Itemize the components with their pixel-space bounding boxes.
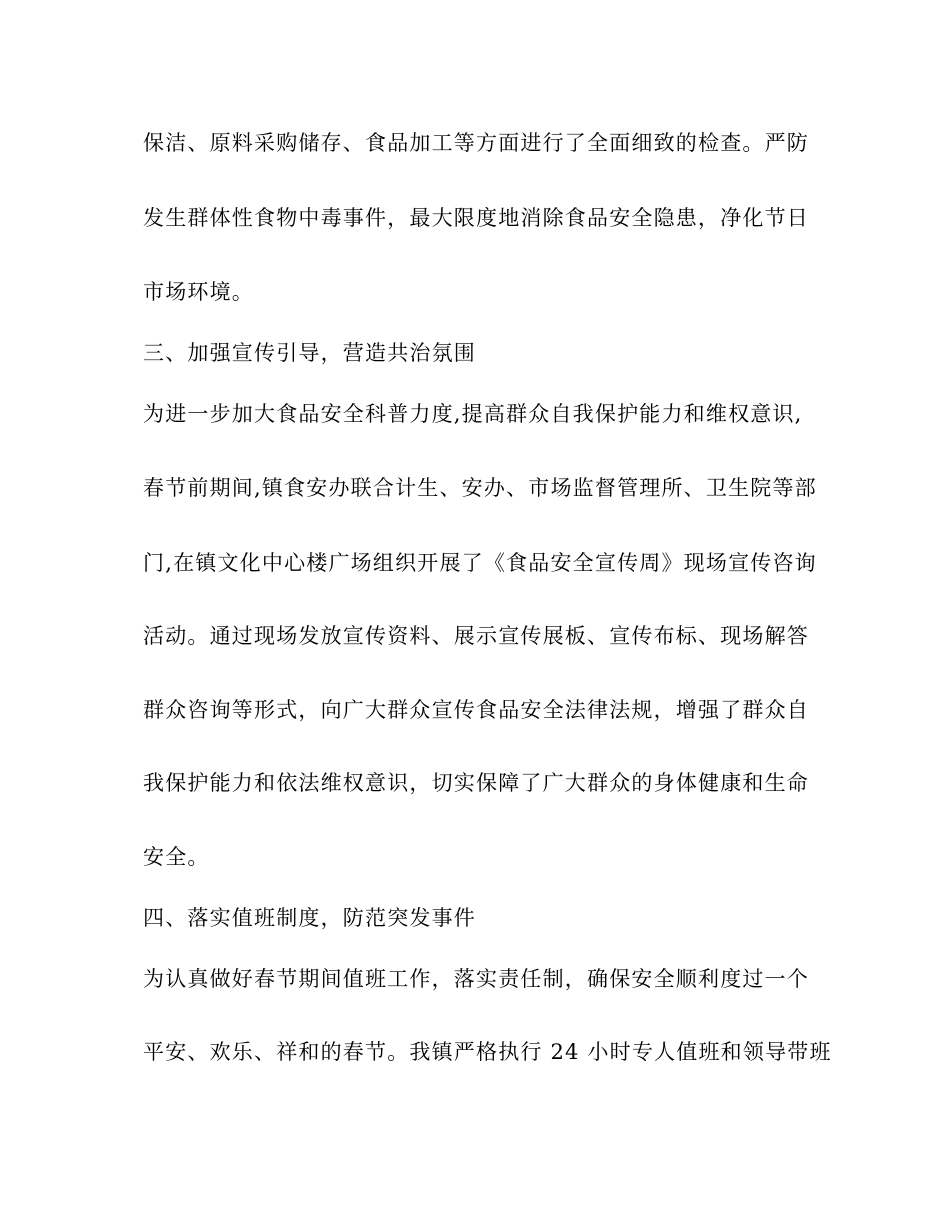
paragraph-line: 门,在镇文化中心楼广场组织开展了《食品安全宣传周》现场宣传咨询 bbox=[143, 551, 817, 575]
paragraph-line: 发生群体性食物中毒事件，最大限度地消除食品安全隐患，净化节日 bbox=[143, 206, 809, 230]
paragraph-line: 春节前期间,镇食安办联合计生、安办、市场监督管理所、卫生院等部 bbox=[143, 476, 817, 500]
paragraph-line: 市场环境。 bbox=[143, 280, 254, 304]
paragraph-line: 活动。通过现场发放宣传资料、展示宣传展板、宣传布标、现场解答 bbox=[143, 624, 809, 648]
section-heading: 三、加强宣传引导，营造共治氛围 bbox=[143, 341, 476, 365]
paragraph-line: 为认真做好春节期间值班工作，落实责任制，确保安全顺利度过一个 bbox=[143, 967, 809, 991]
paragraph-line: 安全。 bbox=[143, 845, 210, 869]
paragraph-line: 平安、欢乐、祥和的春节。我镇严格执行 24 小时专人值班和领导带班 bbox=[143, 1040, 832, 1064]
paragraph-line: 保洁、原料采购储存、食品加工等方面进行了全面细致的检查。严防 bbox=[143, 131, 809, 155]
paragraph-line: 为进一步加大食品安全科普力度,提高群众自我保护能力和维权意识, bbox=[143, 402, 803, 426]
section-heading: 四、落实值班制度，防范突发事件 bbox=[143, 906, 476, 930]
paragraph-line: 我保护能力和依法维权意识，切实保障了广大群众的身体健康和生命 bbox=[143, 771, 809, 795]
paragraph-line: 群众咨询等形式，向广大群众宣传食品安全法律法规，增强了群众自 bbox=[143, 698, 809, 722]
